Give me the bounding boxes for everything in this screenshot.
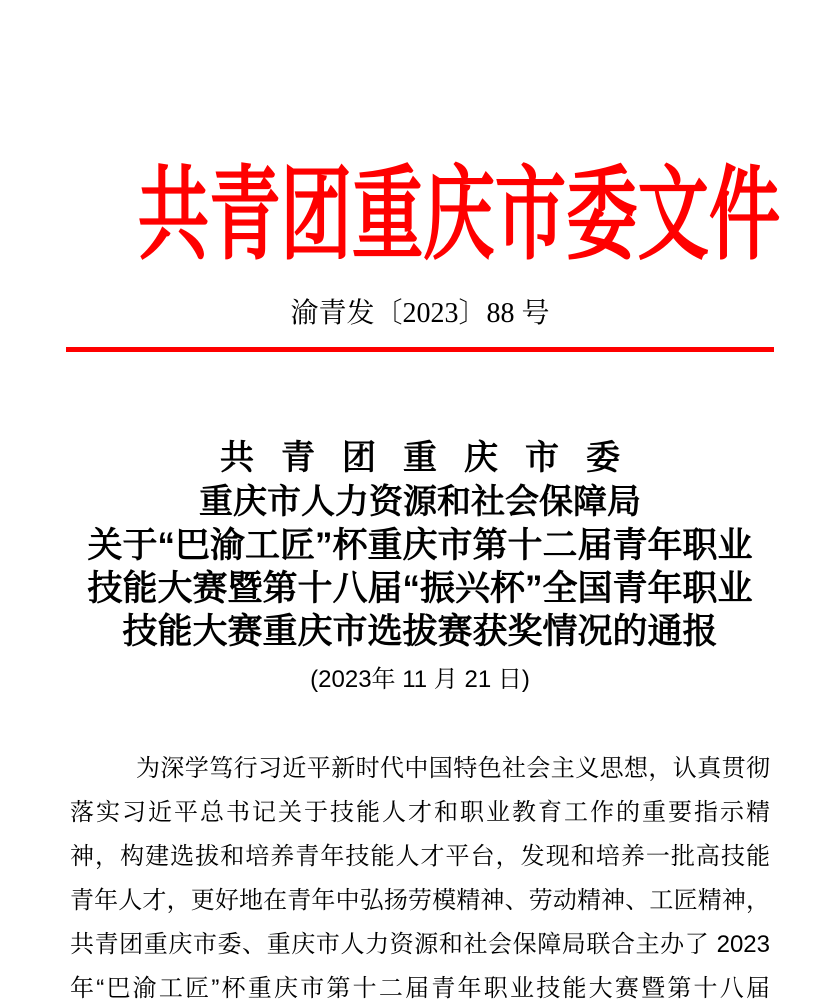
body-paragraph (70, 747, 770, 1000)
heading-org-line-1-text: 共青团重庆市委 (220, 439, 647, 477)
heading-block (0, 436, 840, 695)
heading-title-line-1: 关于“巴渝工匠”杯重庆市第十二届青年职业 (87, 526, 753, 565)
red-divider-rule (66, 347, 774, 352)
body-line: 共青团重庆市委、重庆市人力资源和社会保障局联合主办了 2023 (70, 931, 770, 958)
heading-org-line-1 (0, 436, 840, 480)
heading-title-line-2: 技能大赛暨第十八届“振兴杯”全国青年职业 (87, 569, 753, 608)
document-number: 渝青发〔2023〕88 号 (290, 298, 550, 329)
body-line: 落实习近平总书记关于技能人才和职业教育工作的重要指示精 (70, 799, 770, 826)
body-line: 神，构建选拔和培养青年技能人才平台，发现和培养一批高技能 (70, 843, 770, 870)
heading-date: (2023年 11 月 21 日) (310, 666, 530, 693)
body-line: 为深学笃行习近平新时代中国特色社会主义思想，认真贯彻 (136, 755, 770, 782)
masthead-title: 共青团重庆市委文件 (137, 158, 781, 272)
body-line: 年“巴渝工匠”杯重庆市第十二届青年职业技能大赛暨第十八届 (70, 975, 770, 1000)
body-line: 青年人才，更好地在青年中弘扬劳模精神、劳动精神、工匠精神， (70, 887, 770, 914)
heading-title-line-3: 技能大赛重庆市选拔赛获奖情况的通报 (122, 612, 718, 651)
masthead (0, 160, 840, 270)
heading-org-line-2: 重庆市人力资源和社会保障局 (199, 483, 641, 521)
